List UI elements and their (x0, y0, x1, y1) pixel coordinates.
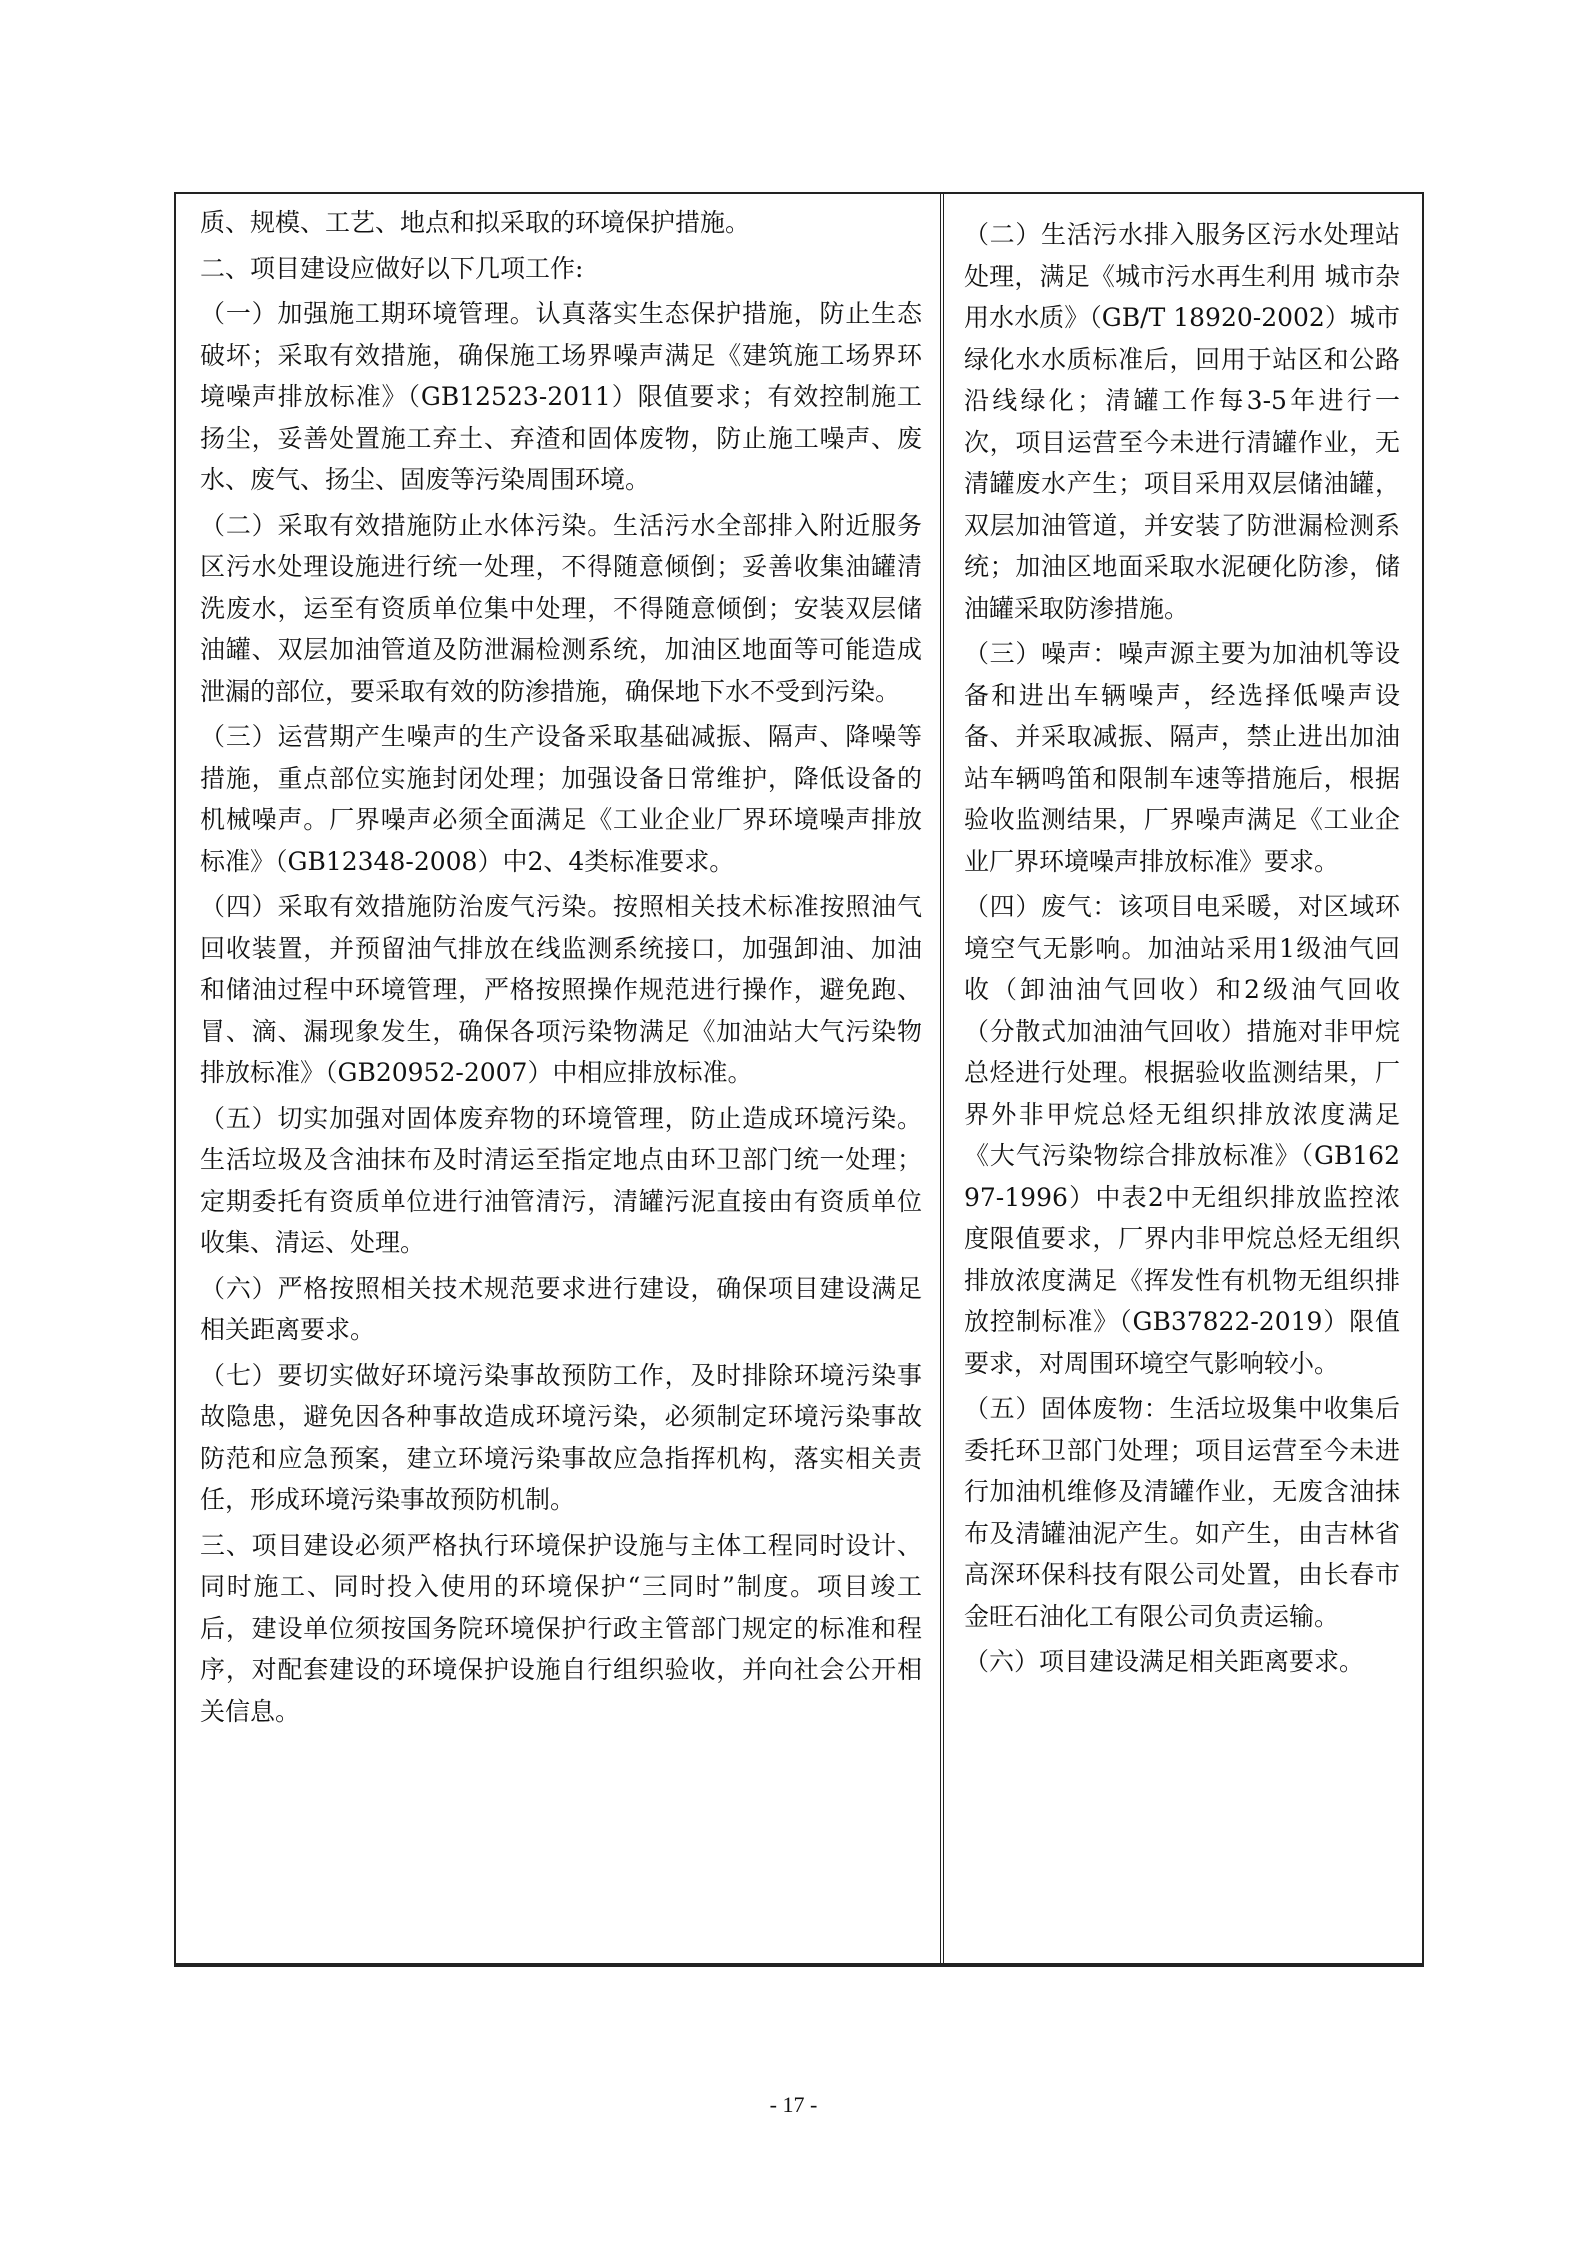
left-paragraph: （四）采取有效措施防治废气污染。按照相关技术标准按照油气回收装置，并预留油气排放在线监测系统接口，加强卸油、加油和储油过程中环境管理，严格按照操作规范进行操作，避免跑、冒、滴、漏现象发生，确保各项污染物满足《加油站大气污染物排放标准》（GB20952-2007）中相应排放标准。 (200, 892, 922, 1087)
right-paragraph: （三）噪声：噪声源主要为加油机等设备和进出车辆噪声，经选择低噪声设备、并采取减振、隔声，禁止进出加油站车辆鸣笛和限制车速等措施后，根据验收监测结果，厂界噪声满足《工业企业厂界环境噪声排放标准》要求。 (964, 639, 1400, 876)
content-table (174, 192, 1424, 1967)
left-paragraph: （三）运营期产生噪声的生产设备采取基础减振、隔声、降噪等措施，重点部位实施封闭处理；加强设备日常维护，降低设备的机械噪声。厂界噪声必须全面满足《工业企业厂界环境噪声排放标准》（GB12348-2008）中2、4类标准要求。 (200, 722, 922, 876)
right-paragraph: （六）项目建设满足相关距离要求。 (964, 1647, 1365, 1676)
left-column (176, 194, 944, 1963)
left-paragraph: （七）要切实做好环境污染事故预防工作，及时排除环境污染事故隐患，避免因各种事故造成环境污染，必须制定环境污染事故防范和应急预案，建立环境污染事故应急指挥机构，落实相关责任，形成环境污染事故预防机制。 (200, 1360, 922, 1514)
right-paragraph: （二）生活污水排入服务区污水处理站处理，满足《城市污水再生利用 城市杂用水水质》（GB/T 18920-2002）城市绿化水水质标准后，回用于站区和公路沿线绿化；清罐工作每3-5年进行一次，项目运营至今未进行清罐作业，无清罐废水产生；项目采用双层储油罐，双层加油管道，并安装了防泄漏检测系统；加油区地面采取水泥硬化防渗，储油罐采取防渗措施。 (964, 220, 1400, 623)
left-paragraph: （一）加强施工期环境管理。认真落实生态保护措施，防止生态破坏；采取有效措施，确保施工场界噪声满足《建筑施工场界环境噪声排放标准》（GB12523-2011）限值要求；有效控制施工扬尘，妥善处置施工弃土、弃渣和固体废物，防止施工噪声、废水、废气、扬尘、固废等污染周围环境。 (200, 299, 922, 494)
left-paragraph: （二）采取有效措施防止水体污染。生活污水全部排入附近服务区污水处理设施进行统一处理，不得随意倾倒；妥善收集油罐清洗废水，运至有资质单位集中处理，不得随意倾倒；安装双层储油罐、双层加油管道及防泄漏检测系统，加油区地面等可能造成泄漏的部位，要采取有效的防渗措施，确保地下水不受到污染。 (200, 510, 922, 706)
left-paragraph: （六）严格按照相关技术规范要求进行建设，确保项目建设满足相关距离要求。 (200, 1273, 922, 1344)
left-paragraph: 质、规模、工艺、地点和拟采取的环境保护措施。 (200, 208, 751, 237)
left-paragraph: 二、项目建设应做好以下几项工作: (200, 253, 584, 283)
left-paragraph: （五）切实加强对固体废弃物的环境管理，防止造成环境污染。生活垃圾及含油抹布及时清运至指定地点由环卫部门统一处理；定期委托有资质单位进行油管清污，清罐污泥直接由有资质单位收集、清运、处理。 (200, 1103, 922, 1257)
left-paragraph: 三、项目建设必须严格执行环境保护设施与主体工程同时设计、同时施工、同时投入使用的环境保护“三同时”制度。项目竣工后，建设单位须按国务院环境保护行政主管部门规定的标准和程序，对配套建设的环境保护设施自行组织验收，并向社会公开相关信息。 (200, 1530, 922, 1726)
right-column (944, 194, 1422, 1963)
right-paragraph: （五）固体废物：生活垃圾集中收集后委托环卫部门处理；项目运营至今未进行加油机维修及清罐作业，无废含油抹布及清罐油泥产生。如产生，由吉林省高深环保科技有限公司处置，由长春市金旺石油化工有限公司负责运输。 (964, 1394, 1400, 1631)
page-number: - 17 - (769, 2092, 818, 2117)
right-paragraph: （四）废气：该项目电采暖，对区域环境空气无影响。加油站采用1级油气回收（卸油油气回收）和2级油气回收（分散式加油油气回收）措施对非甲烷总烃进行处理。根据验收监测结果，厂界外非甲烷总烃无组织排放浓度满足《大气污染物综合排放标准》（GB16297-1996）中表2中无组织排放监控浓度限值要求，厂界内非甲烷总烃无组织排放浓度满足《挥发性有机物无组织排放控制标准》（GB37822-2019）限值要求，对周围环境空气影响较小。 (964, 892, 1400, 1378)
